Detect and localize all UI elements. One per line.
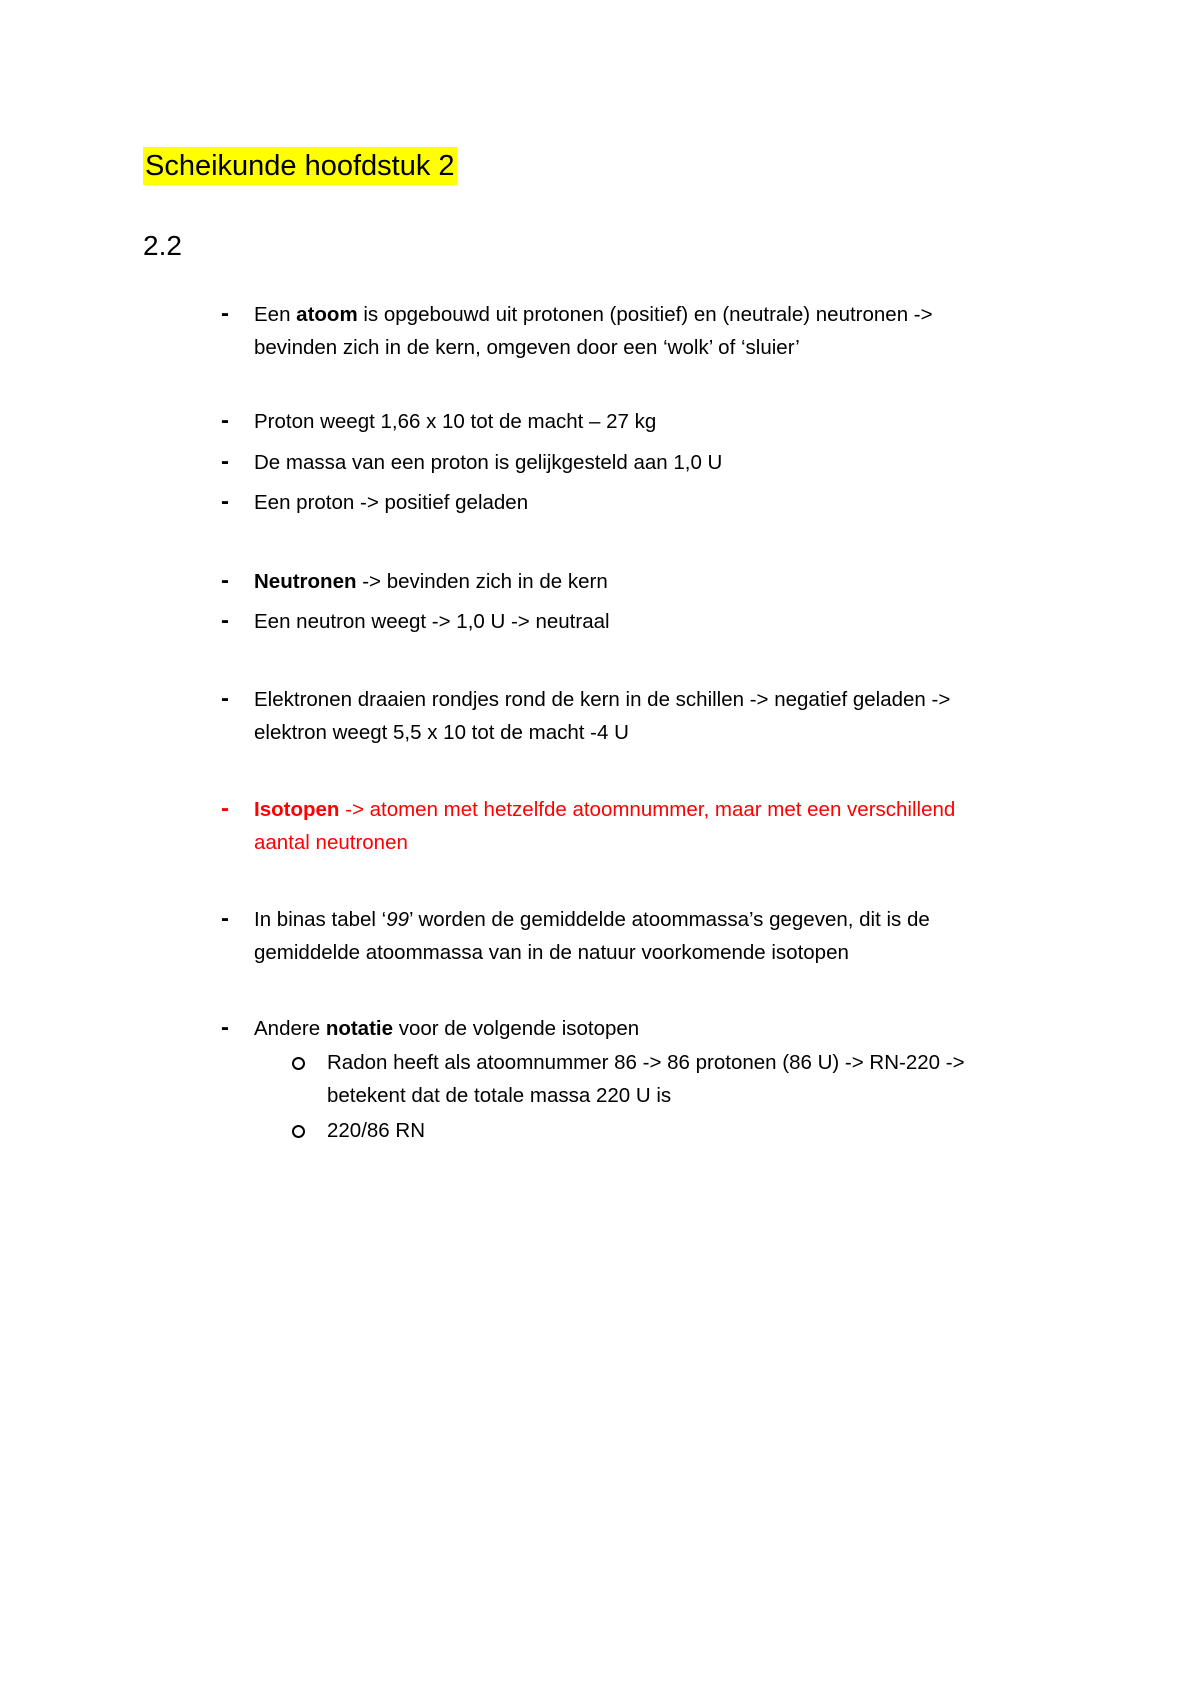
list-item-isotopen: [221, 793, 1084, 859]
list-item-line: [254, 903, 1084, 936]
list-item-line: Een proton -> positief geladen: [254, 491, 529, 514]
list-item-line: Elektronen draaien rondjes rond de kern in de schillen -> negatief geladen ->: [254, 688, 951, 711]
bullet-dash: -: [221, 905, 229, 932]
list-item-line: 220/86 RN: [327, 1119, 426, 1142]
bullet-dash: -: [221, 488, 229, 515]
bullet-dash: -: [221, 795, 229, 822]
italic-term: 99: [386, 908, 410, 931]
bold-term: Neutronen: [254, 570, 357, 593]
list-item-binas: [221, 903, 1084, 969]
text-span: Andere: [254, 1017, 326, 1040]
bullet-dash: -: [221, 448, 229, 475]
bold-term: Isotopen: [254, 798, 340, 821]
list-item-line: [254, 298, 1084, 331]
list-item-neutron-weight: [221, 605, 1084, 638]
list-item-elektronen: [221, 683, 1084, 749]
bold-term: atoom: [296, 303, 358, 326]
list-item-line: [254, 793, 1084, 826]
list-item-proton-weight: [221, 405, 1084, 438]
bullet-dash: -: [221, 685, 229, 712]
list-item-neutronen: [221, 565, 1084, 598]
bullet-dash: -: [221, 407, 229, 434]
bullet-dash: -: [221, 567, 229, 594]
list-item-line: [254, 565, 1084, 598]
list-item-atoom: [221, 298, 1084, 364]
bullet-dash: -: [221, 607, 229, 634]
text-span: -> atomen met hetzelfde atoomnummer, maar met een verschillend: [339, 798, 956, 821]
document-title: Scheikunde hoofdstuk 2: [143, 147, 457, 185]
text-span: is opgebouwd uit protonen (positief) en (neutrale) neutronen ->: [357, 303, 933, 326]
list-item-line: Proton weegt 1,66 x 10 tot de macht – 27 kg: [254, 410, 657, 433]
list-item-line: gemiddelde atoommassa van in de natuur voorkomende isotopen: [254, 941, 849, 964]
list-item-proton-charge: [221, 486, 1084, 519]
list-item-proton-mass: [221, 446, 1084, 479]
bullet-dash: -: [221, 300, 229, 327]
text-span: -> bevinden zich in de kern: [356, 570, 608, 593]
sub-list-item-notation: [327, 1114, 1087, 1147]
circle-bullet-icon: [292, 1057, 305, 1070]
sub-list-item-radon: [327, 1046, 1087, 1112]
section-heading: 2.2: [143, 230, 182, 261]
text-span: voor de volgende isotopen: [393, 1017, 640, 1040]
list-item-notatie: [221, 1012, 1084, 1045]
list-item-line: De massa van een proton is gelijkgesteld aan 1,0 U: [254, 451, 723, 474]
list-item-line: Een neutron weegt -> 1,0 U -> neutraal: [254, 610, 610, 633]
bold-term: notatie: [325, 1017, 394, 1040]
bullet-dash: -: [221, 1014, 229, 1041]
text-span: Een: [254, 303, 297, 326]
list-item-line: Radon heeft als atoomnummer 86 -> 86 protonen (86 U) -> RN-220 ->: [327, 1051, 965, 1074]
list-item-line: [254, 1012, 1084, 1045]
list-item-line: betekent dat de totale massa 220 U is: [327, 1084, 672, 1107]
text-span: ’ worden de gemiddelde atoommassa’s gegeven, dit is de: [409, 908, 930, 931]
list-item-line: aantal neutronen: [254, 831, 408, 854]
text-span: In binas tabel ‘: [254, 908, 387, 931]
list-item-line: elektron weegt 5,5 x 10 tot de macht -4 U: [254, 721, 629, 744]
list-item-line: bevinden zich in de kern, omgeven door een ‘wolk’ of ‘sluier’: [254, 336, 800, 359]
circle-bullet-icon: [292, 1125, 305, 1138]
